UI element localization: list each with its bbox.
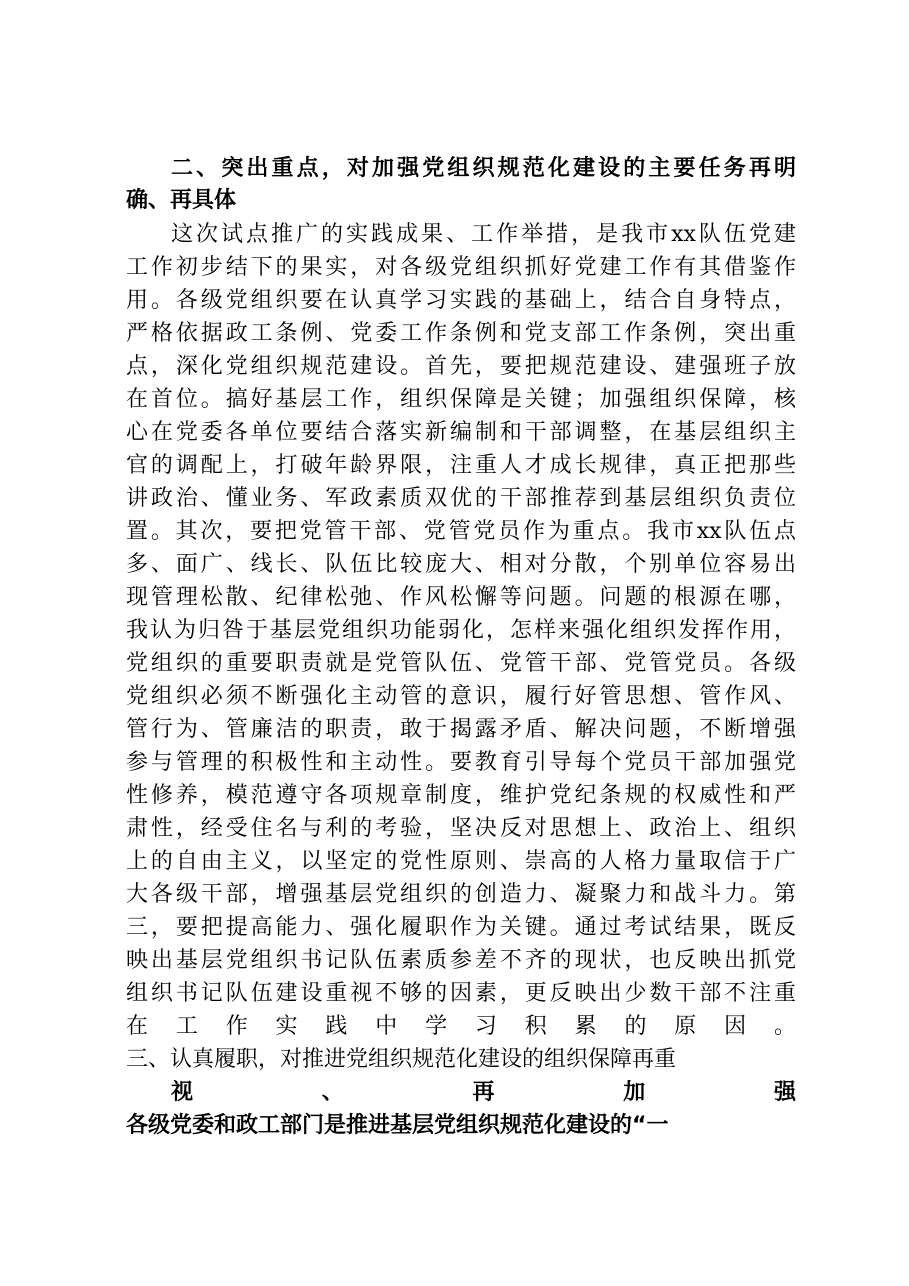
paragraph-line: 性修养，模范遵守各项规章制度，维护党纪条规的权威性和严 bbox=[126, 783, 796, 808]
paragraph-line: 多、面广、线长、队伍比较庞大、相对分散，个别单位容易出 bbox=[126, 552, 796, 577]
paragraph-line: 现管理松散、纪律松弛、作风松懈等问题。问题的根源在哪， bbox=[126, 585, 796, 610]
paragraph-line: 置。其次，要把党管干部、党管党员作为重点。我市xx队伍点 bbox=[126, 519, 796, 544]
section-heading-3-cont: 各级党委和政工部门是推进基层党组织规范化建设的“一 bbox=[126, 1113, 669, 1138]
paragraph-line: 心在党委各单位要结合落实新编制和干部调整，在基层组织主 bbox=[126, 420, 796, 445]
paragraph-line: 三，要把提高能力、强化履职作为关键。通过考试结果，既反 bbox=[126, 915, 796, 940]
paragraph-line-last: 三、认真履职，对推进党组织规范化建设的组织保障再重 bbox=[126, 1047, 677, 1072]
paragraph-line bbox=[171, 1143, 796, 1175]
paragraph-line: 参与管理的积极性和主动性。要教育引导每个党员干部加强党 bbox=[126, 750, 796, 775]
paragraph-line: 这次试点推广的实践成果、工作举措，是我市xx队伍党建 bbox=[171, 222, 796, 247]
paragraph-line: 党组织必须不断强化主动管的意识，履行好管思想、管作风、 bbox=[126, 684, 796, 709]
paragraph-line: 组织书记队伍建设重视不够的因素，更反映出少数干部不注重 bbox=[126, 981, 796, 1006]
paragraph-line: 讲政治、懂业务、军政素质双优的干部推荐到基层组织负责位 bbox=[126, 486, 796, 511]
paragraph-line: 点，深化党组织规范建设。首先，要把规范建设、建强班子放 bbox=[126, 354, 796, 379]
section-heading-2: 二、突出重点，对加强党组织规范化建设的主要任务再明 bbox=[171, 156, 796, 181]
paragraph-line: 用。各级党组织要在认真学习实践的基础上，结合自身特点， bbox=[126, 288, 796, 313]
paragraph-line: 我认为归咎于基层党组织功能弱化，怎样来强化组织发挥作用， bbox=[126, 618, 796, 643]
paragraph-line: 严格依据政工条例、党委工作条例和党支部工作条例，突出重 bbox=[126, 321, 796, 346]
section-heading-3: 视、再加强 bbox=[171, 1080, 796, 1105]
paragraph-line: 映出基层党组织书记队伍素质参差不齐的现状，也反映出抓党 bbox=[126, 948, 796, 973]
section-heading-2-cont: 确、再具体 bbox=[126, 188, 237, 213]
paragraph-line: 肃性，经受住名与利的考验，坚决反对思想上、政治上、组织 bbox=[126, 816, 796, 841]
paragraph-line: 党组织的重要职责就是党管队伍、党管干部、党管党员。各级 bbox=[126, 651, 796, 676]
paragraph-line: 上的自由主义，以坚定的党性原则、崇高的人格力量取信于广 bbox=[126, 849, 796, 874]
paragraph-line: 官的调配上，打破年龄界限，注重人才成长规律，真正把那些 bbox=[126, 453, 796, 478]
paragraph-line: 在工作实践中学习积累的原因。 bbox=[126, 1014, 796, 1039]
paragraph-line: 管行为、管廉洁的职责，敢于揭露矛盾、解决问题，不断增强 bbox=[126, 717, 796, 742]
paragraph-line: 在首位。搞好基层工作，组织保障是关键；加强组织保障，核 bbox=[126, 387, 796, 412]
paragraph-line: 大各级干部，增强基层党组织的创造力、凝聚力和战斗力。第 bbox=[126, 882, 796, 907]
paragraph-line: 工作初步结下的果实，对各级党组织抓好党建工作有其借鉴作 bbox=[126, 255, 796, 280]
